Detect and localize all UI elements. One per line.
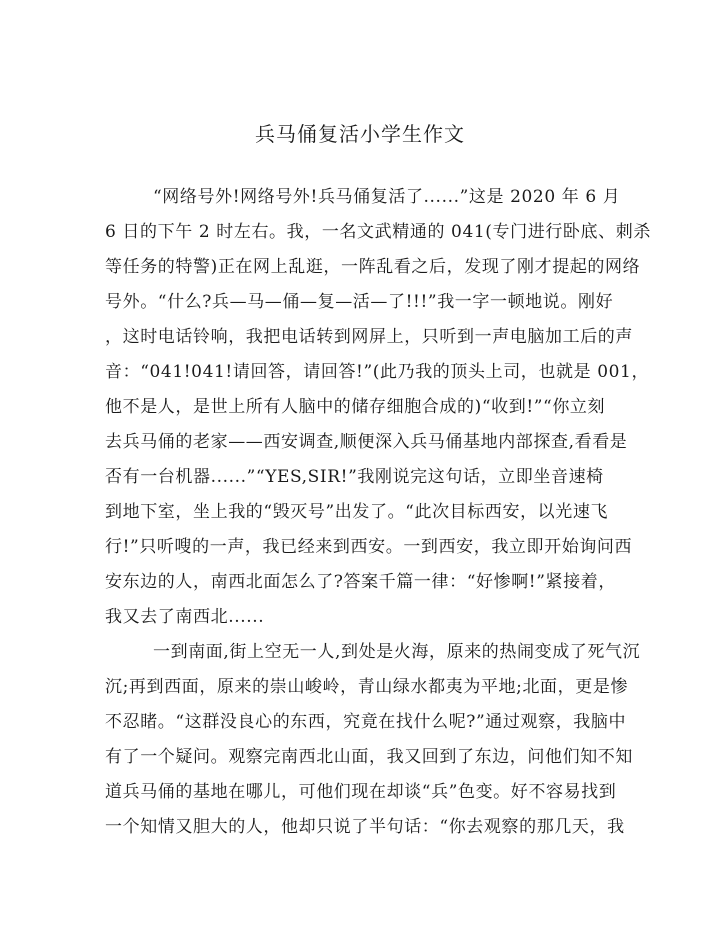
paragraph-2-line-2: 沉;再到西面，原来的崇山峻岭，青山绿水都夷为平地;北面，更是惨	[105, 677, 629, 697]
paragraph-2-line-6: 一个知情又胆大的人，他却只说了半句话：“你去观察的那几天，我	[105, 817, 625, 837]
paragraph-1-line-8: 去兵马俑的老家——西安调查,顺便深入兵马俑基地内部探查,看看是	[105, 432, 628, 452]
paragraph-1-line-13: 我又去了南西北......	[105, 607, 265, 627]
paragraph-2-line-1: 一到南面,街上空无一人,到处是火海，原来的热闹变成了死气沉	[153, 642, 641, 662]
paragraph-2-line-4: 有了一个疑问。观察完南西北山面，我又回到了东边，问他们知不知	[105, 747, 633, 767]
paragraph-1-line-9: 否有一台机器......”“YES,SIR!”我刚说完这句话，立即坐音速椅	[105, 467, 604, 487]
paragraph-1-line-7: 他不是人，是世上所有人脑中的储存细胞合成的)“收到!”“你立刻	[105, 397, 606, 417]
paragraph-1-line-11: 行!”只听嗖的一声，我已经来到西安。一到西安，我立即开始询问西	[105, 537, 633, 557]
paragraph-1-line-6: 音：“041!041!请回答，请回答!”(此乃我的顶头上司，也就是 001，	[105, 362, 650, 382]
document-title: 兵马俑复活小学生作文	[255, 122, 465, 146]
paragraph-1-line-1: “网络号外!网络号外!兵马俑复活了......”这是 2020 年 6 月	[153, 187, 621, 207]
paragraph-1-line-12: 安东边的人，南西北面怎么了?答案千篇一律：“好惨啊!”紧接着，	[105, 572, 616, 592]
paragraph-1-line-10: 到地下室，坐上我的“毁灭号”出发了。“此次目标西安，以光速飞	[105, 502, 609, 522]
paragraph-2-line-5: 道兵马俑的基地在哪儿，可他们现在却谈“兵”色变。好不容易找到	[105, 782, 617, 802]
paragraph-1-line-2: 6 日的下午 2 时左右。我，一名文武精通的 041(专门进行卧底、刺杀	[105, 222, 651, 242]
paragraph-1-line-5: ，这时电话铃响，我把电话转到网屏上，只听到一声电脑加工后的声	[105, 327, 633, 347]
paragraph-1-line-3: 等任务的特警)正在网上乱逛，一阵乱看之后，发现了刚才提起的网络	[105, 257, 641, 277]
paragraph-2-line-3: 不忍睹。“这群没良心的东西，究竟在找什么呢?”通过观察，我脑中	[105, 712, 627, 732]
paragraph-1-line-4: 号外。“什么?兵—马—俑—复—活—了!!!”我一字一顿地说。刚好	[105, 292, 614, 312]
